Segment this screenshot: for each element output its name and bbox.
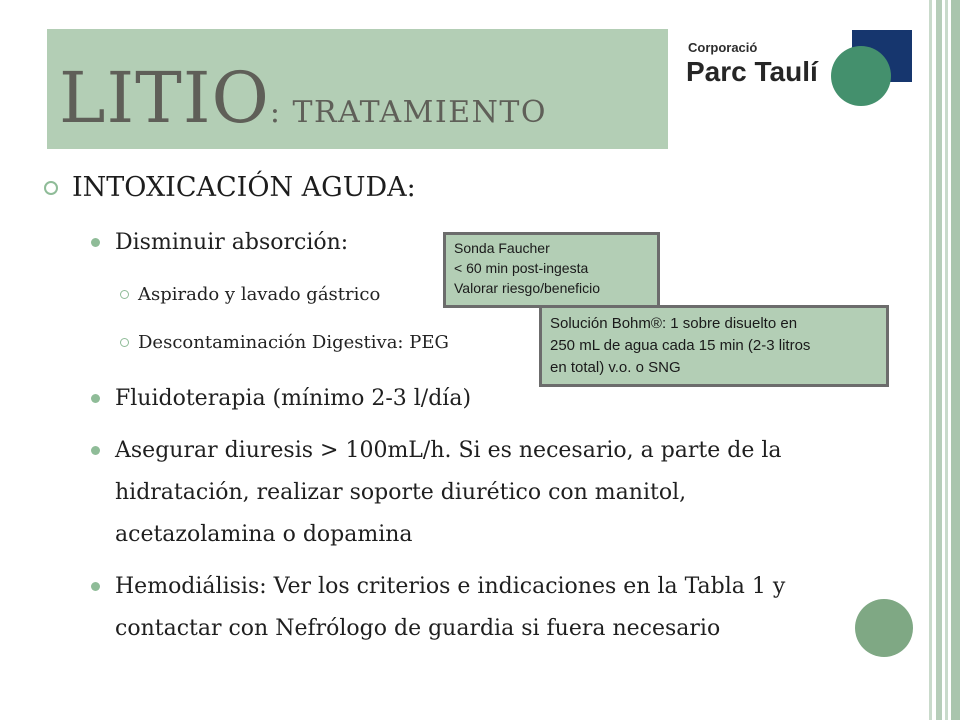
- title-banner: [47, 29, 668, 149]
- callout-line: < 60 min post-ingesta: [454, 260, 589, 276]
- logo-text-line2: Parc Taulí: [686, 56, 818, 87]
- bullet-text: [115, 566, 785, 650]
- sub-bullet-descontaminacion: [120, 332, 449, 353]
- title-main: LITIO: [59, 57, 270, 139]
- slide-title: [59, 57, 547, 139]
- decorative-circle: [855, 599, 913, 657]
- bullet-text: Disminuir absorción:: [115, 230, 349, 255]
- title-subtitle: : TRATAMIENTO: [269, 95, 547, 130]
- logo-circle-shape: [831, 46, 891, 106]
- bullet-line: hidratación, realizar soporte diurético con manitol,: [115, 480, 687, 505]
- bullet-line: Asegurar diuresis > 100mL/h. Si es necesario, a parte de la: [115, 438, 782, 463]
- bullet-line: Hemodiálisis: Ver los criterios e indicaciones en la Tabla 1 y: [115, 574, 786, 599]
- callout-line: 250 mL de agua cada 15 min (2-3 litros: [550, 337, 811, 354]
- ring-bullet-icon: [44, 181, 58, 195]
- bullet-dot-icon: [91, 394, 100, 403]
- logo-text-line1: Corporació: [688, 40, 758, 55]
- sub-bullet-text: Descontaminación Digestiva: PEG: [138, 332, 449, 353]
- sub-bullet-aspirado: [120, 284, 380, 305]
- callout-bohm: [539, 305, 889, 387]
- callout-line: en total) v.o. o SNG: [550, 359, 681, 376]
- bullet-dot-icon: [91, 446, 100, 455]
- right-stripe: [936, 0, 942, 720]
- sub-bullet-text: Aspirado y lavado gástrico: [138, 284, 381, 305]
- corporate-logo: [684, 30, 914, 106]
- ring-bullet-icon: [120, 338, 129, 347]
- section-heading-text: INTOXICACIÓN AGUDA:: [72, 172, 416, 203]
- bullet-dot-icon: [91, 238, 100, 247]
- callout-line: Solución Bohm®: 1 sobre disuelto en: [550, 315, 798, 332]
- bullet-line: contactar con Nefrólogo de guardia si fuera necesario: [115, 616, 721, 641]
- right-stripe: [951, 0, 960, 720]
- callout-line: Valorar riesgo/beneficio: [454, 280, 601, 296]
- right-stripe: [945, 0, 948, 720]
- callout-sonda: [443, 232, 660, 308]
- right-stripe: [929, 0, 932, 720]
- bullet-text: Fluidoterapia (mínimo 2-3 l/día): [115, 386, 472, 411]
- bullet-text: [115, 430, 782, 556]
- bullet-line: acetazolamina o dopamina: [115, 522, 413, 547]
- section-heading: [44, 172, 416, 203]
- callout-line: Sonda Faucher: [454, 240, 550, 256]
- bullet-dot-icon: [91, 582, 100, 591]
- ring-bullet-icon: [120, 290, 129, 299]
